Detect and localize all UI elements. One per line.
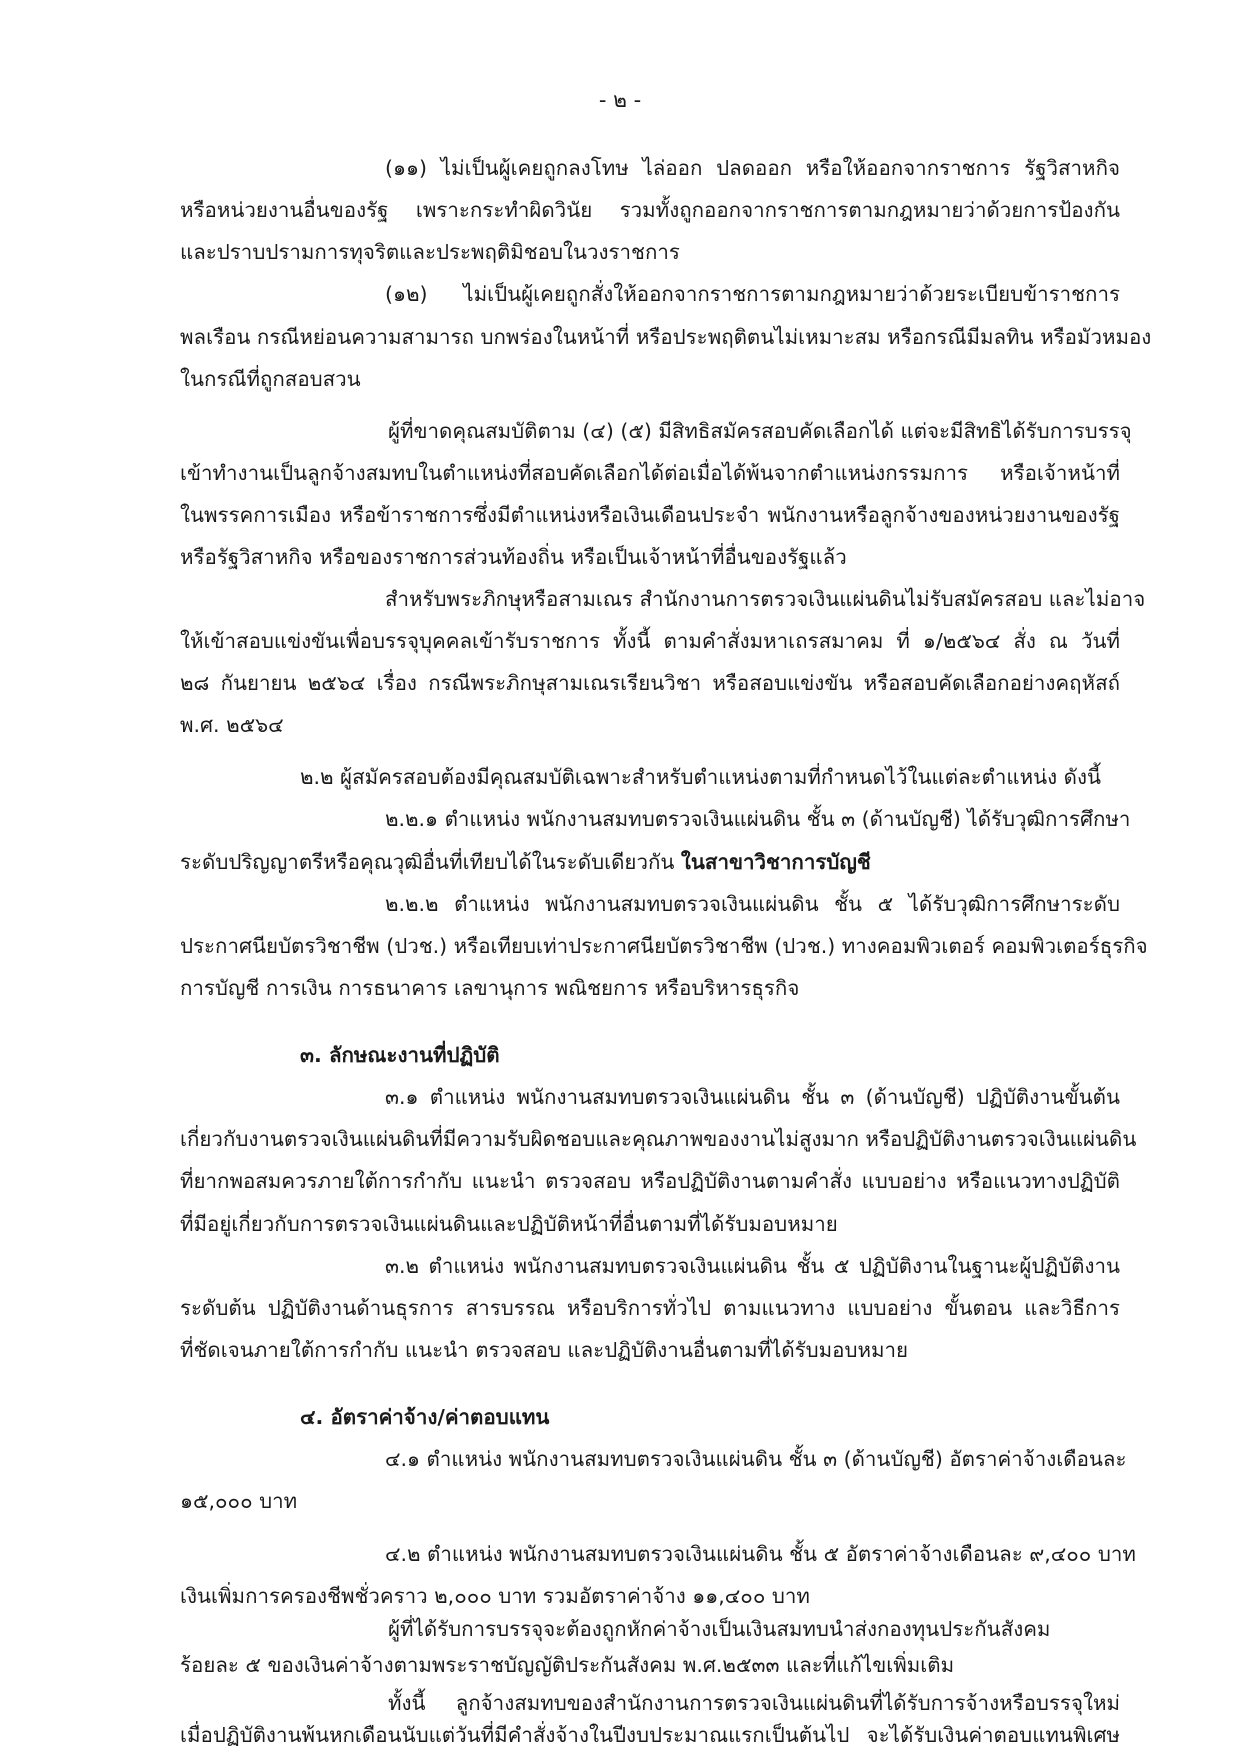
clause-12-line-1: (๑๒) ไม่เป็นผู้เคยถูกสั่งให้ออกจากราชการตามกฎหมายว่าด้วยระเบียบข้าราชการ bbox=[385, 282, 1120, 306]
item-4-1-line-2: ๑๕,๐๐๐ บาท bbox=[180, 1489, 298, 1513]
monk-para-line-3: ๒๘ กันยายน ๒๕๖๔ เรื่อง กรณีพระภิกษุสามเณรเรียนวิชา หรือสอบแข่งขัน หรือสอบคัดเลือกอย่างคฤหัสถ์ bbox=[180, 671, 1120, 695]
monk-para-line-1: สำหรับพระภิกษุหรือสามเณร สำนักงานการตรวจเงินแผ่นดินไม่รับสมัครสอบ และไม่อาจ bbox=[385, 587, 1146, 611]
item-3-2-line-2: ระดับต้น ปฏิบัติงานด้านธุรการ สารบรรณ หรือบริการทั่วไป ตามแนวทาง แบบอย่าง ขั้นตอน และวิธีการ bbox=[180, 1296, 1120, 1320]
exception-para-line-1: ผู้ที่ขาดคุณสมบัติตาม (๔) (๕) มีสิทธิสมัครสอบคัดเลือกได้ แต่จะมีสิทธิได้รับการบรรจุ bbox=[388, 419, 1132, 443]
page-number: - ๒ - bbox=[598, 88, 642, 112]
item-3-1-line-4: ที่มีอยู่เกี่ยวกับการตรวจเงินแผ่นดินและปฏิบัติหน้าที่อื่นตามที่ได้รับมอบหมาย bbox=[180, 1212, 838, 1236]
special-pay-line-2: เมื่อปฏิบัติงานพ้นหกเดือนนับแต่วันที่มีคำสั่งจ้างในปีงบประมาณแรกเป็นต้นไป จะได้รับเงินค่าตอบแทนพิเศษ bbox=[180, 1723, 1120, 1747]
monk-para-line-4: พ.ศ. ๒๕๖๔ bbox=[180, 713, 284, 737]
clause-11-line-1: (๑๑) ไม่เป็นผู้เคยถูกลงโทษ ไล่ออก ปลดออก หรือให้ออกจากราชการ รัฐวิสาหกิจ bbox=[385, 156, 1120, 180]
exception-para-line-4: หรือรัฐวิสาหกิจ หรือของราชการส่วนท้องถิ่น หรือเป็นเจ้าหน้าที่อื่นของรัฐแล้ว bbox=[180, 545, 847, 569]
section-2-2-title: ๒.๒ ผู้สมัครสอบต้องมีคุณสมบัติเฉพาะสำหรับตำแหน่งตามที่กำหนดไว้ในแต่ละตำแหน่ง ดังนี้ bbox=[300, 765, 1102, 789]
exception-para-line-3: ในพรรคการเมือง หรือข้าราชการซึ่งมีตำแหน่งหรือเงินเดือนประจำ พนักงานหรือลูกจ้างของหน่วยงานของรัฐ bbox=[180, 503, 1120, 527]
item-2-2-1-line-2 bbox=[180, 845, 1120, 879]
clause-11-line-3: และปราบปรามการทุจริตและประพฤติมิชอบในวงราชการ bbox=[180, 240, 680, 264]
accounting-major-emphasis: ในสาขาวิชาการบัญชี bbox=[680, 850, 871, 874]
social-security-line-2: ร้อยละ ๕ ของเงินค่าจ้างตามพระราชบัญญัติประกันสังคม พ.ศ.๒๕๓๓ และที่แก้ไขเพิ่มเติม bbox=[180, 1653, 955, 1677]
item-4-2-line-1: ๔.๒ ตำแหน่ง พนักงานสมทบตรวจเงินแผ่นดิน ชั้น ๕ อัตราค่าจ้างเดือนละ ๙,๔๐๐ บาท bbox=[385, 1542, 1136, 1566]
clause-11-line-2: หรือหน่วยงานอื่นของรัฐ เพราะกระทำผิดวินัย รวมทั้งถูกออกจากราชการตามกฎหมายว่าด้วยการป้องกัน bbox=[180, 198, 1120, 222]
item-2-2-2-line-2: ประกาศนียบัตรวิชาชีพ (ปวช.) หรือเทียบเท่าประกาศนียบัตรวิชาชีพ (ปวช.) ทางคอมพิวเตอร์ คอมพิวเตอร์ธุรกิจ bbox=[180, 934, 1148, 958]
exception-para-line-2: เข้าทำงานเป็นลูกจ้างสมทบในตำแหน่งที่สอบคัดเลือกได้ต่อเมื่อได้พ้นจากตำแหน่งกรรมการ หรือเจ้าหน้าที่ bbox=[180, 461, 1120, 485]
clause-12-line-2: พลเรือน กรณีหย่อนความสามารถ บกพร่องในหน้าที่ หรือประพฤติตนไม่เหมาะสม หรือกรณีมีมลทิน หรือมัวหมอง bbox=[180, 325, 1152, 349]
section-3-heading: ๓. ลักษณะงานที่ปฏิบัติ bbox=[300, 1043, 500, 1067]
item-3-1-line-2: เกี่ยวกับงานตรวจเงินแผ่นดินที่มีความรับผิดชอบและคุณภาพของงานไม่สูงมาก หรือปฏิบัติงานตรวจเงินแผ่นดิน bbox=[180, 1127, 1137, 1151]
item-3-2-line-3: ที่ชัดเจนภายใต้การกำกับ แนะนำ ตรวจสอบ และปฏิบัติงานอื่นตามที่ได้รับมอบหมาย bbox=[180, 1338, 909, 1362]
item-4-1-line-1: ๔.๑ ตำแหน่ง พนักงานสมทบตรวจเงินแผ่นดิน ชั้น ๓ (ด้านบัญชี) อัตราค่าจ้างเดือนละ bbox=[385, 1447, 1127, 1471]
monk-para-line-2: ให้เข้าสอบแข่งขันเพื่อบรรจุบุคคลเข้ารับราชการ ทั้งนี้ ตามคำสั่งมหาเถรสมาคม ที่ ๑/๒๕๖๔ สั่ง ณ วันที่ bbox=[180, 629, 1120, 653]
item-2-2-1-line-1: ๒.๒.๑ ตำแหน่ง พนักงานสมทบตรวจเงินแผ่นดิน ชั้น ๓ (ด้านบัญชี) ได้รับวุฒิการศึกษา bbox=[385, 807, 1131, 831]
special-pay-line-1: ทั้งนี้ ลูกจ้างสมทบของสำนักงานการตรวจเงินแผ่นดินที่ได้รับการจ้างหรือบรรจุใหม่ bbox=[388, 1691, 1120, 1715]
item-3-1-line-3: ที่ยากพอสมควรภายใต้การกำกับ แนะนำ ตรวจสอบ หรือปฏิบัติงานตามคำสั่ง แบบอย่าง หรือแนวทางปฏิบัติ bbox=[180, 1169, 1120, 1193]
item-2-2-2-line-3: การบัญชี การเงิน การธนาคาร เลขานุการ พณิชยการ หรือบริหารธุรกิจ bbox=[180, 976, 800, 1000]
clause-12-line-3: ในกรณีที่ถูกสอบสวน bbox=[180, 367, 361, 391]
section-4-heading: ๔. อัตราค่าจ้าง/ค่าตอบแทน bbox=[300, 1405, 550, 1429]
item-3-1-line-1: ๓.๑ ตำแหน่ง พนักงานสมทบตรวจเงินแผ่นดิน ชั้น ๓ (ด้านบัญชี) ปฏิบัติงานขั้นต้น bbox=[385, 1085, 1120, 1109]
item-2-2-2-line-1: ๒.๒.๒ ตำแหน่ง พนักงานสมทบตรวจเงินแผ่นดิน ชั้น ๕ ได้รับวุฒิการศึกษาระดับ bbox=[385, 892, 1120, 916]
item-2-2-1-text: ระดับปริญญาตรีหรือคุณวุฒิอื่นที่เทียบได้ในระดับเดียวกัน bbox=[180, 850, 681, 874]
social-security-line-1: ผู้ที่ได้รับการบรรจุจะต้องถูกหักค่าจ้างเป็นเงินสมทบนำส่งกองทุนประกันสังคม bbox=[388, 1617, 1051, 1641]
item-3-2-line-1: ๓.๒ ตำแหน่ง พนักงานสมทบตรวจเงินแผ่นดิน ชั้น ๕ ปฏิบัติงานในฐานะผู้ปฏิบัติงาน bbox=[385, 1254, 1120, 1278]
item-4-2-line-2: เงินเพิ่มการครองชีพชั่วคราว ๒,๐๐๐ บาท รวมอัตราค่าจ้าง ๑๑,๔๐๐ บาท bbox=[180, 1584, 810, 1608]
